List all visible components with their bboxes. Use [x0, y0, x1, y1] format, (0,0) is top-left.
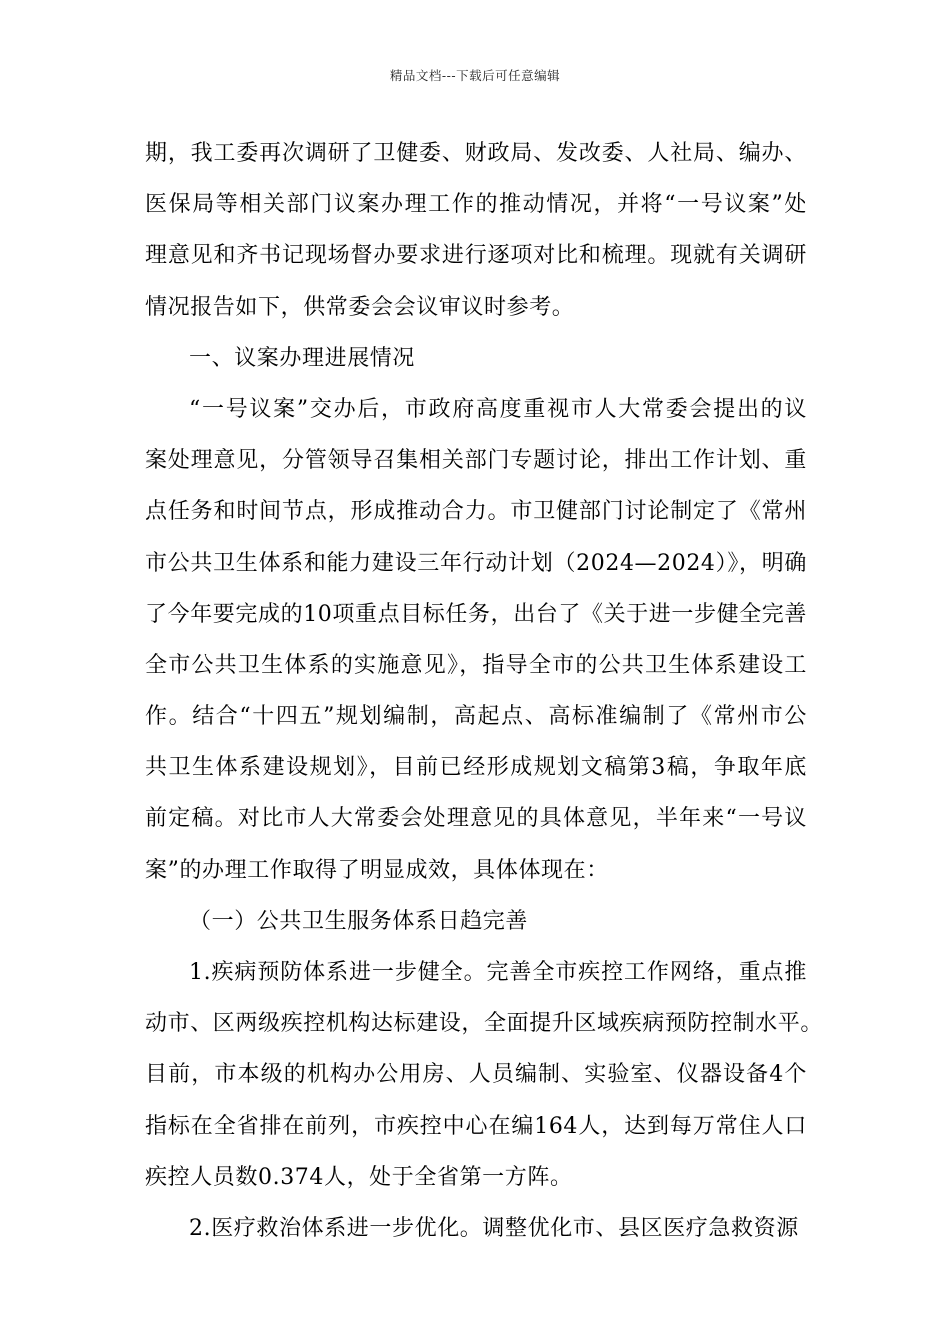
text-line: 疾控人员数0.374人，处于全省第一方阵。	[145, 1164, 573, 1190]
text-line: 指标在全省排在前列，市疾控中心在编164人，达到每万常住人口	[145, 1113, 807, 1139]
text-line: 期，我工委再次调研了卫健委、财政局、发改委、人社局、编办、	[145, 141, 807, 166]
text-line: 前定稿。对比市人大常委会处理意见的具体意见，半年来“一号议	[145, 806, 807, 832]
text-line: 点任务和时间节点，形成推动合力。市卫健部门讨论制定了《常州	[145, 499, 807, 525]
text-line: 动市、区两级疾控机构达标建设，全面提升区域疾病预防控制水平。	[145, 1011, 824, 1037]
sub-heading	[145, 896, 807, 947]
text-line: 市公共卫生体系和能力建设三年行动计划（2024—2024）》，明确	[145, 550, 807, 576]
text-line: 案处理意见，分管领导召集相关部门专题讨论，排出工作计划、重	[145, 448, 807, 474]
paragraph	[145, 947, 824, 1203]
text-line: 目前，市本级的机构办公用房、人员编制、实验室、仪器设备4个	[145, 1062, 807, 1088]
text-line: 作。结合“十四五”规划编制，高起点、高标准编制了《常州市公	[145, 704, 807, 730]
text-line: 医保局等相关部门议案办理工作的推动情况，并将“一号议案”处	[145, 192, 807, 218]
document-body	[145, 128, 824, 1254]
section-heading	[145, 333, 807, 384]
text-line: 全市公共卫生体系的实施意见》，指导全市的公共卫生体系建设工	[145, 652, 807, 678]
text-line: 案”的办理工作取得了明显成效，具体体现在：	[145, 857, 609, 883]
text-line: 共卫生体系建设规划》，目前已经形成规划文稿第3稿，争取年底	[145, 755, 807, 781]
paragraph	[145, 1203, 807, 1254]
paragraph-continuation	[145, 128, 807, 333]
text-line: 了今年要完成的10项重点目标任务，出台了《关于进一步健全完善	[145, 601, 807, 627]
page-header: 精品文档---下载后可任意编辑	[389, 68, 561, 83]
text-line: 1.疾病预防体系进一步健全。完善全市疾控工作网络，重点推	[189, 960, 807, 985]
text-line: “一号议案”交办后，市政府高度重视市人大常委会提出的议	[189, 396, 807, 422]
section-heading-text: 一、议案办理进展情况	[189, 345, 416, 371]
text-line: 2.医疗救治体系进一步优化。调整优化市、县区医疗急救资源	[189, 1215, 799, 1241]
text-line: 理意见和齐书记现场督办要求进行逐项对比和梳理。现就有关调研	[145, 243, 807, 269]
sub-heading-text: （一）公共卫生服务体系日趋完善	[189, 908, 529, 934]
paragraph	[145, 384, 807, 896]
text-line: 情况报告如下，供常委会会议审议时参考。	[145, 294, 575, 320]
